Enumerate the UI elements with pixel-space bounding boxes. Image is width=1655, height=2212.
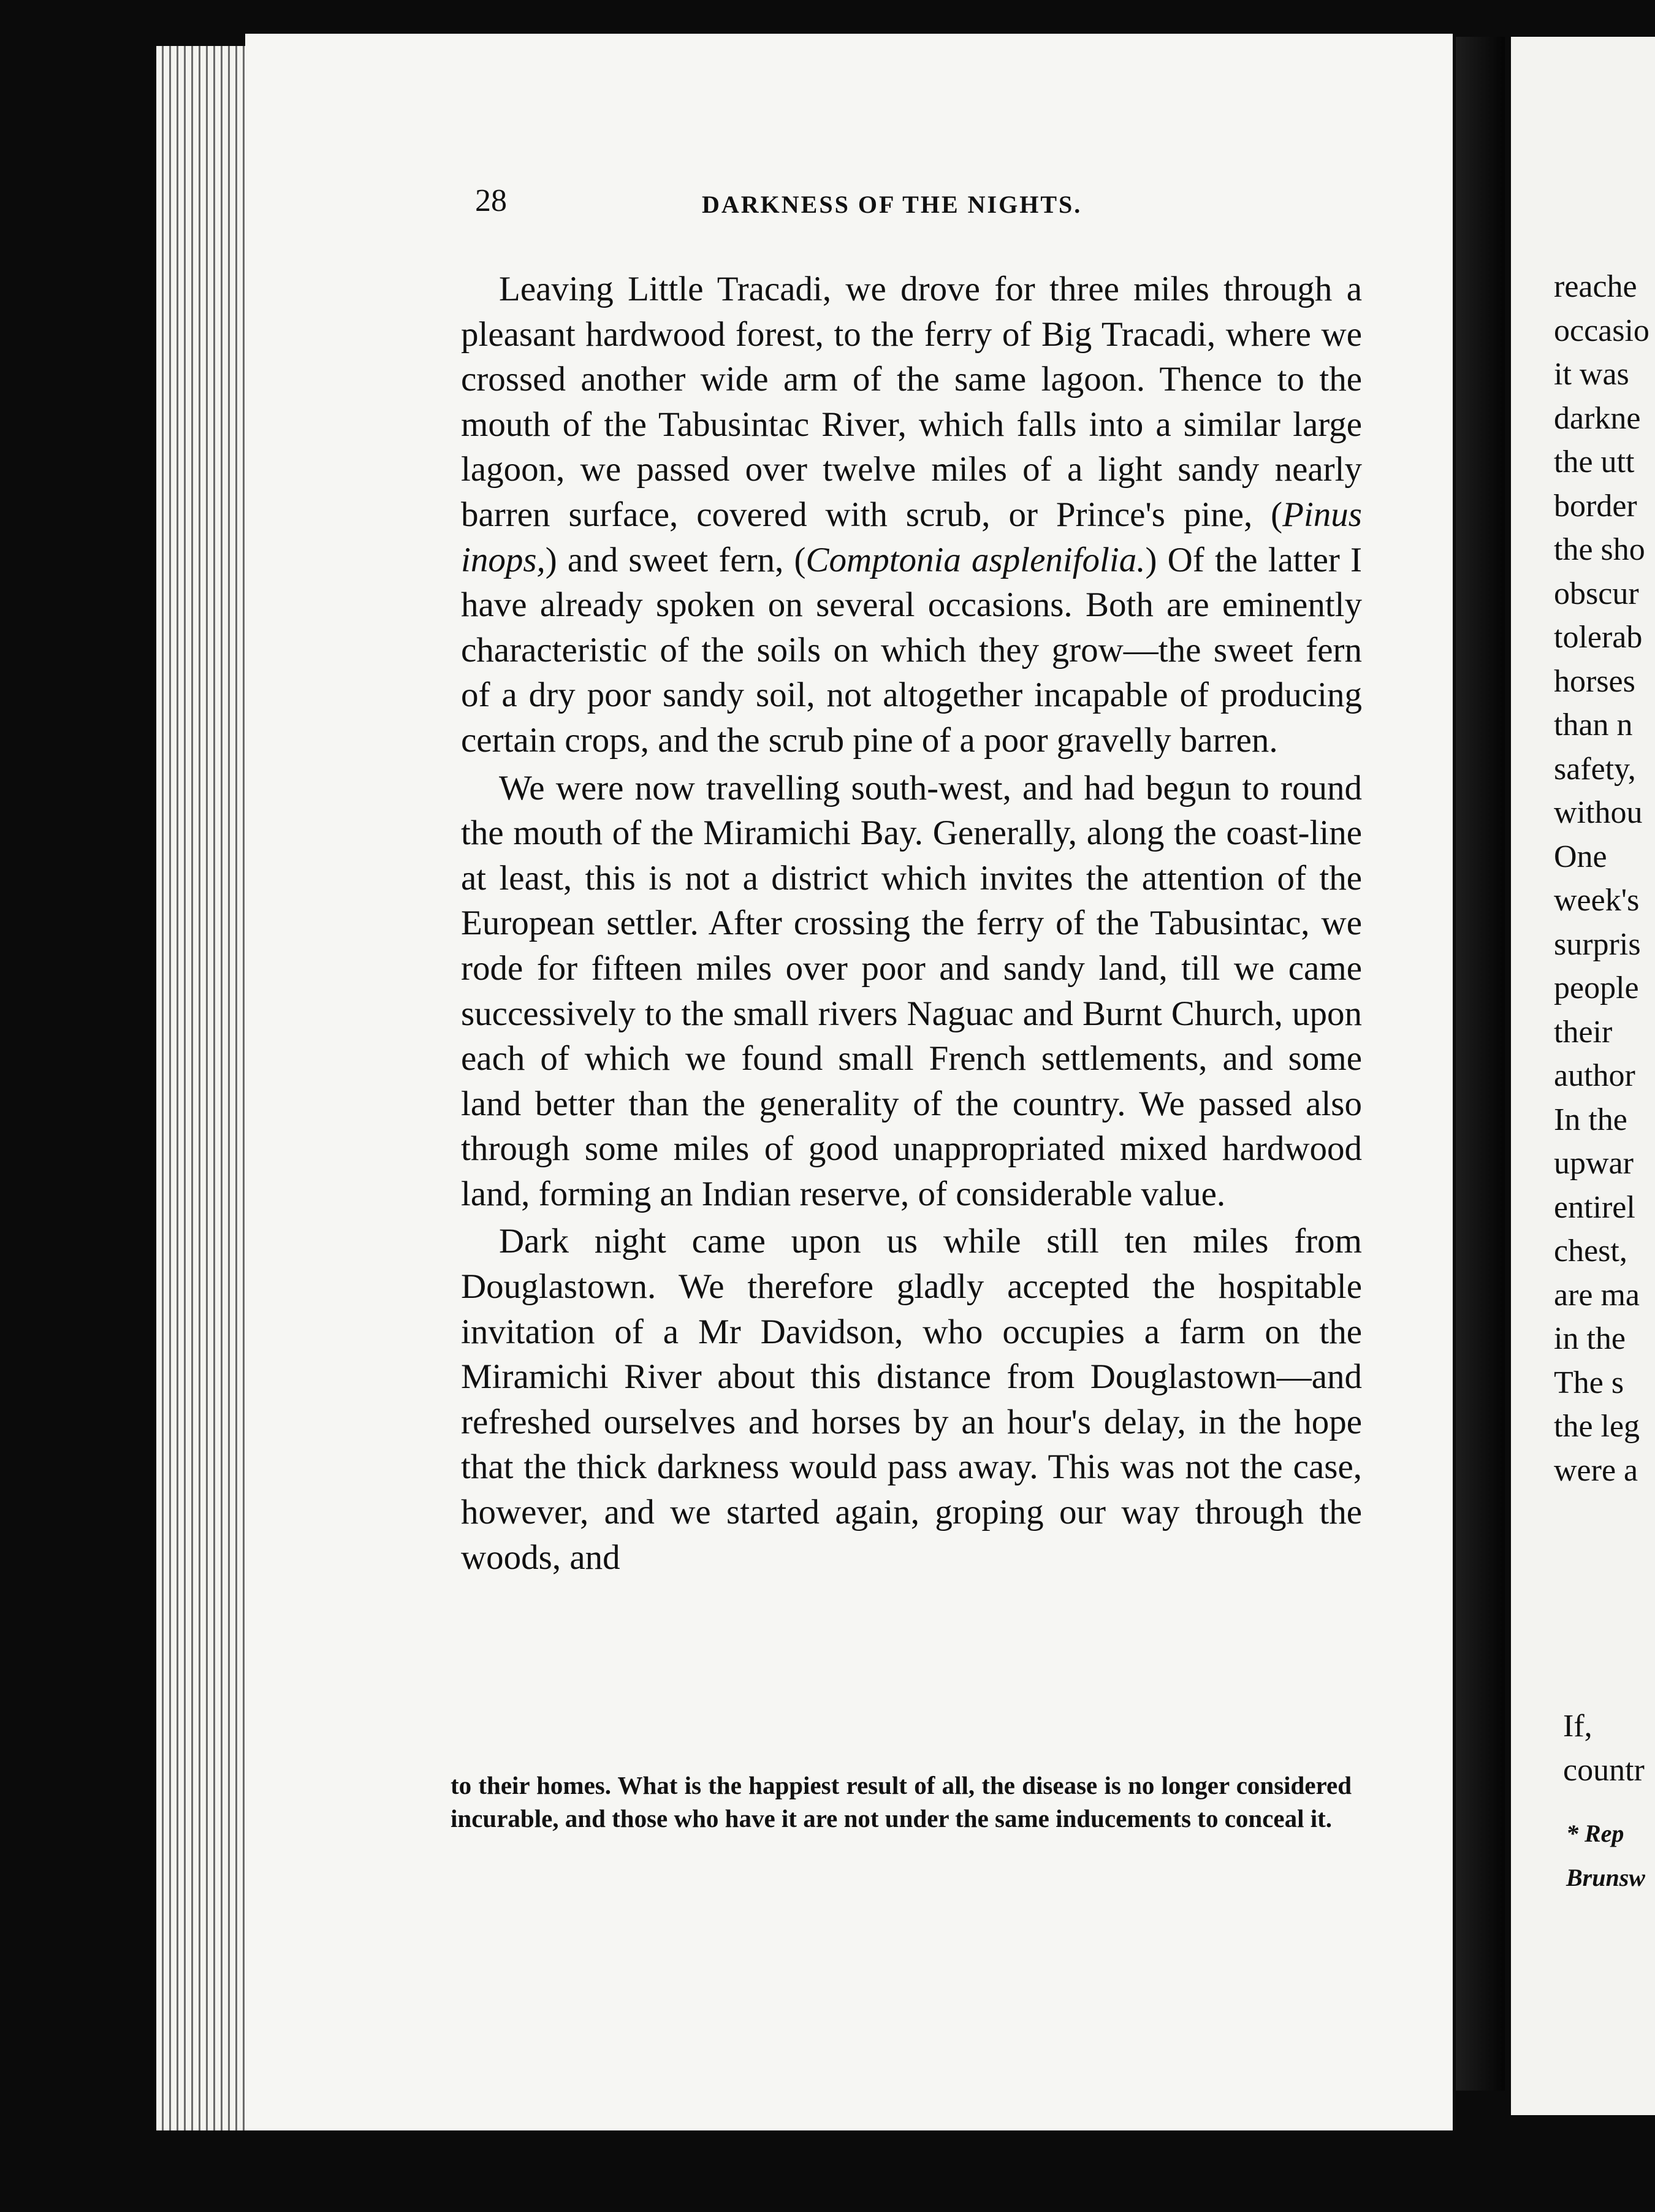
paragraph-1-italic-comptonia: Comptonia asplenifolia. [805, 540, 1146, 579]
body-text [461, 267, 1362, 1580]
right-page-line: the sho [1554, 532, 1645, 567]
right-page-line: border [1554, 488, 1637, 524]
right-page-line: author [1554, 1058, 1635, 1093]
running-head: DARKNESS OF THE NIGHTS. [702, 191, 1082, 218]
page-edges [156, 46, 254, 2130]
book-spine [1456, 37, 1505, 2091]
right-page-line: safety, [1554, 751, 1636, 787]
right-page-lower-text [1563, 1704, 1645, 1792]
right-page-line: tolerab [1554, 620, 1643, 655]
right-page-line: * Rep [1566, 1820, 1624, 1847]
right-page-text [1554, 265, 1649, 1492]
right-page-line: entirel [1554, 1189, 1635, 1225]
right-page-line: in the [1554, 1321, 1626, 1356]
right-page-line: the leg [1554, 1409, 1640, 1444]
right-page-line: it was [1554, 357, 1629, 392]
paragraph-3: Dark night came upon us while still ten miles from Douglastown. We therefore gladly accepted the hospitable invitation of a Mr Davidson, who occupies a farm on the Miramichi River about this distance from Douglastown—and refreshed ourselves and horses by an hour's delay, in the hope that the thick darkness would pass away. This was not the case, however, and we started again, groping our way through the woods, and [461, 1222, 1362, 1577]
right-page-line: countr [1563, 1752, 1645, 1788]
right-page-line: In the [1554, 1102, 1627, 1137]
right-page-line: obscur [1554, 576, 1639, 611]
scan-border [0, 2146, 1655, 2212]
page-number: 28 [475, 183, 507, 218]
right-page-line: people [1554, 971, 1639, 1005]
right-page-line: chest, [1554, 1234, 1627, 1268]
paragraph-1-text-a: Leaving Little Tracadi, we drove for three miles through a pleasant hardwood forest, to the ferry of Big Tracadi, where we crossed another wide arm of the same lagoon. Thence to the mouth of the Tabusintac River, which falls into a similar large lagoon, we passed over twelve miles of a light sandy nearly barren surface, covered with scrub, or Prince's pine, ( [461, 270, 1362, 534]
right-page-line: If, [1563, 1709, 1592, 1744]
footnote: to their homes. What is the happiest result of all, the disease is no longer considered incurable, and those who have it are not under the same inducements to conceal it. [451, 1771, 1352, 1833]
right-page-footnote [1566, 1815, 1645, 1902]
right-page-line: their [1554, 1014, 1613, 1050]
right-page-line: darkne [1554, 400, 1641, 436]
right-page-line: week's [1554, 883, 1640, 918]
right-page-line: reache [1554, 269, 1637, 304]
right-page-line: the utt [1554, 444, 1635, 479]
paragraph-2: We were now travelling south-west, and had begun to round the mouth of the Miramichi Bay. Generally, along the coast-line at least, this is not a district which invites the attention of the European settler. After crossing the ferry of the Tabusintac, we rode for fifteen miles over poor and sandy land, till we came successively to the small rivers Naguac and Burnt Church, upon each of which we found small French settlements, and some land better than the generality of the country. We passed also through some miles of good unappropriated mixed hardwood land, forming an Indian reserve, of considerable value. [461, 768, 1362, 1213]
right-page-line: Brunsw [1566, 1863, 1645, 1891]
right-page-line: One [1554, 839, 1607, 874]
page-header [475, 183, 1186, 238]
right-page-line: surpris [1554, 926, 1641, 962]
right-page-line: than n [1554, 707, 1633, 742]
right-page-line: upwar [1554, 1146, 1634, 1181]
paragraph-1-italic-pinus: Pinus inops, [461, 495, 1362, 579]
right-page-line: are ma [1554, 1277, 1640, 1313]
right-page-line: occasio [1554, 313, 1649, 348]
paragraph-1-text-c: ) Of the latter I have already spoken on several occasions. Both are eminently characteristic of the soils on which they grow—the sweet fern of a dry poor sandy soil, not altogether incapable of producing certain crops, and the scrub pine of a poor gravelly barren. [461, 540, 1362, 760]
right-page-line: horses [1554, 663, 1635, 699]
paragraph-1 [461, 267, 1362, 763]
right-page-line: The s [1554, 1365, 1624, 1400]
right-page-line: were a [1554, 1452, 1638, 1488]
paragraph-1-text-b: ) and sweet fern, ( [545, 540, 806, 579]
right-page-line: withou [1554, 795, 1643, 830]
